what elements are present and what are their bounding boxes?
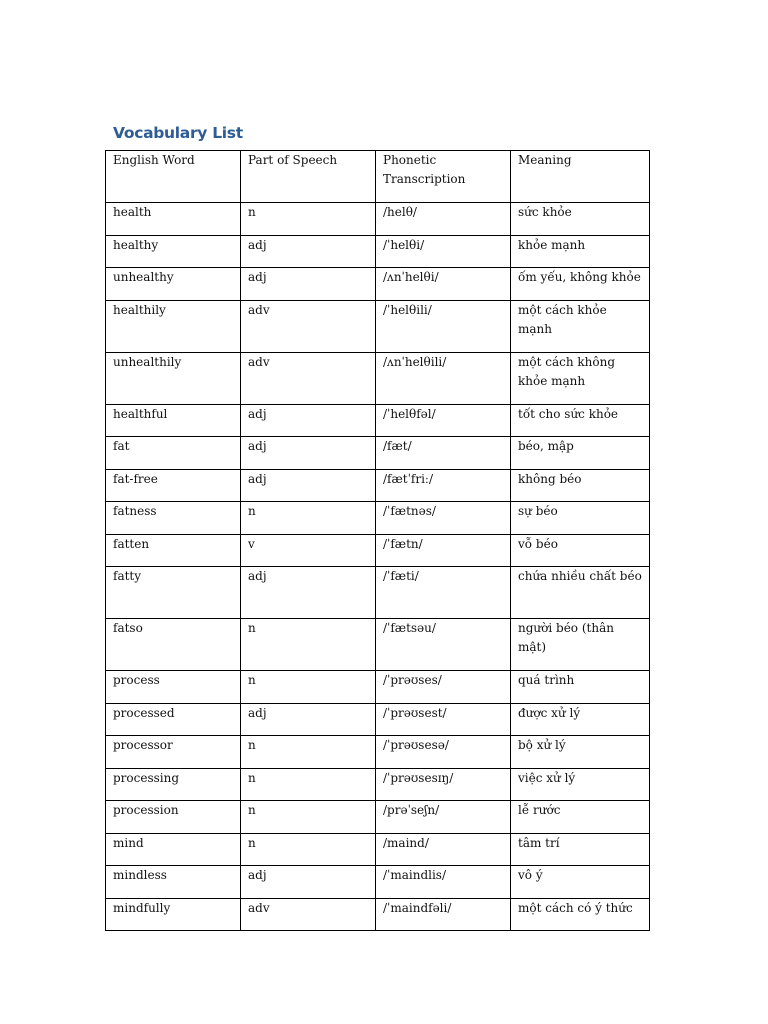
table-row [106, 898, 650, 931]
cell-part-of-speech: adv [241, 300, 376, 352]
cell-part-of-speech: n [241, 671, 376, 704]
cell-part-of-speech: adj [241, 404, 376, 437]
cell-meaning: quá trình [511, 671, 650, 704]
table-row [106, 736, 650, 769]
cell-meaning: sự béo [511, 502, 650, 535]
cell-part-of-speech: n [241, 801, 376, 834]
cell-english-word: healthily [106, 300, 241, 352]
cell-phonetic: /ˈfæti/ [376, 567, 511, 619]
cell-meaning: bộ xử lý [511, 736, 650, 769]
cell-english-word: fat-free [106, 469, 241, 502]
cell-english-word: fatten [106, 534, 241, 567]
table-row [106, 404, 650, 437]
table-row [106, 833, 650, 866]
table-header-row [106, 151, 650, 203]
cell-phonetic: /ʌnˈhelθili/ [376, 352, 511, 404]
cell-english-word: fatness [106, 502, 241, 535]
table-row [106, 352, 650, 404]
cell-meaning: một cách khỏe mạnh [511, 300, 650, 352]
table-row [106, 703, 650, 736]
cell-english-word: processed [106, 703, 241, 736]
cell-phonetic: /ˈmaindfəli/ [376, 898, 511, 931]
cell-meaning: tốt cho sức khỏe [511, 404, 650, 437]
cell-english-word: health [106, 203, 241, 236]
table-row [106, 502, 650, 535]
cell-english-word: fatty [106, 567, 241, 619]
cell-english-word: unhealthy [106, 268, 241, 301]
cell-phonetic: /ˈfætnəs/ [376, 502, 511, 535]
cell-phonetic: /ˈhelθfəl/ [376, 404, 511, 437]
cell-english-word: process [106, 671, 241, 704]
cell-meaning: người béo (thân mật) [511, 619, 650, 671]
cell-english-word: mind [106, 833, 241, 866]
cell-meaning: chứa nhiều chất béo [511, 567, 650, 619]
vocabulary-table-body [106, 151, 650, 931]
cell-phonetic: /fætˈfriː/ [376, 469, 511, 502]
cell-phonetic: /prəˈseʃn/ [376, 801, 511, 834]
cell-english-word: healthful [106, 404, 241, 437]
table-row [106, 671, 650, 704]
cell-part-of-speech: v [241, 534, 376, 567]
cell-english-word: processing [106, 768, 241, 801]
header-part-of-speech: Part of Speech [241, 151, 376, 203]
table-row [106, 203, 650, 236]
cell-meaning: một cách có ý thức [511, 898, 650, 931]
table-row [106, 619, 650, 671]
cell-part-of-speech: n [241, 502, 376, 535]
header-phonetic-transcription: Phonetic Transcription [376, 151, 511, 203]
table-row [106, 801, 650, 834]
table-row [106, 268, 650, 301]
cell-phonetic: /ˈprəʊsesɪŋ/ [376, 768, 511, 801]
cell-phonetic: /ˈhelθili/ [376, 300, 511, 352]
header-english-word: English Word [106, 151, 241, 203]
table-row [106, 567, 650, 619]
cell-phonetic: /ˈhelθi/ [376, 235, 511, 268]
cell-english-word: procession [106, 801, 241, 834]
cell-phonetic: /fæt/ [376, 437, 511, 470]
page-title: Vocabulary List [113, 124, 243, 142]
cell-part-of-speech: n [241, 619, 376, 671]
cell-phonetic: /ˈprəʊsest/ [376, 703, 511, 736]
cell-part-of-speech: adv [241, 898, 376, 931]
cell-english-word: unhealthily [106, 352, 241, 404]
cell-english-word: mindless [106, 866, 241, 899]
cell-phonetic: /ˈmaindlis/ [376, 866, 511, 899]
cell-english-word: healthy [106, 235, 241, 268]
cell-phonetic: /maind/ [376, 833, 511, 866]
cell-part-of-speech: n [241, 833, 376, 866]
cell-part-of-speech: adj [241, 469, 376, 502]
cell-phonetic: /ˈprəʊses/ [376, 671, 511, 704]
cell-meaning: khỏe mạnh [511, 235, 650, 268]
cell-english-word: mindfully [106, 898, 241, 931]
cell-part-of-speech: n [241, 203, 376, 236]
cell-meaning: béo, mập [511, 437, 650, 470]
cell-phonetic: /ʌnˈhelθi/ [376, 268, 511, 301]
cell-english-word: fat [106, 437, 241, 470]
cell-meaning: việc xử lý [511, 768, 650, 801]
cell-meaning: sức khỏe [511, 203, 650, 236]
cell-part-of-speech: n [241, 736, 376, 769]
cell-part-of-speech: adj [241, 866, 376, 899]
cell-part-of-speech: adj [241, 703, 376, 736]
cell-part-of-speech: adj [241, 437, 376, 470]
table-row [106, 437, 650, 470]
table-row [106, 866, 650, 899]
cell-meaning: không béo [511, 469, 650, 502]
table-row [106, 300, 650, 352]
cell-english-word: fatso [106, 619, 241, 671]
cell-meaning: lễ rước [511, 801, 650, 834]
cell-part-of-speech: adj [241, 268, 376, 301]
cell-meaning: vô ý [511, 866, 650, 899]
cell-phonetic: /ˈfætsəu/ [376, 619, 511, 671]
cell-meaning: một cách không khỏe mạnh [511, 352, 650, 404]
cell-part-of-speech: adj [241, 567, 376, 619]
vocabulary-table [105, 150, 650, 931]
cell-meaning: tâm trí [511, 833, 650, 866]
cell-meaning: vỗ béo [511, 534, 650, 567]
header-meaning: Meaning [511, 151, 650, 203]
table-row [106, 768, 650, 801]
cell-meaning: được xử lý [511, 703, 650, 736]
cell-part-of-speech: n [241, 768, 376, 801]
cell-phonetic: /helθ/ [376, 203, 511, 236]
table-row [106, 235, 650, 268]
cell-english-word: processor [106, 736, 241, 769]
table-row [106, 534, 650, 567]
table-row [106, 469, 650, 502]
cell-phonetic: /ˈfætn/ [376, 534, 511, 567]
cell-phonetic: /ˈprəʊsesə/ [376, 736, 511, 769]
cell-part-of-speech: adv [241, 352, 376, 404]
cell-meaning: ốm yếu, không khỏe [511, 268, 650, 301]
cell-part-of-speech: adj [241, 235, 376, 268]
